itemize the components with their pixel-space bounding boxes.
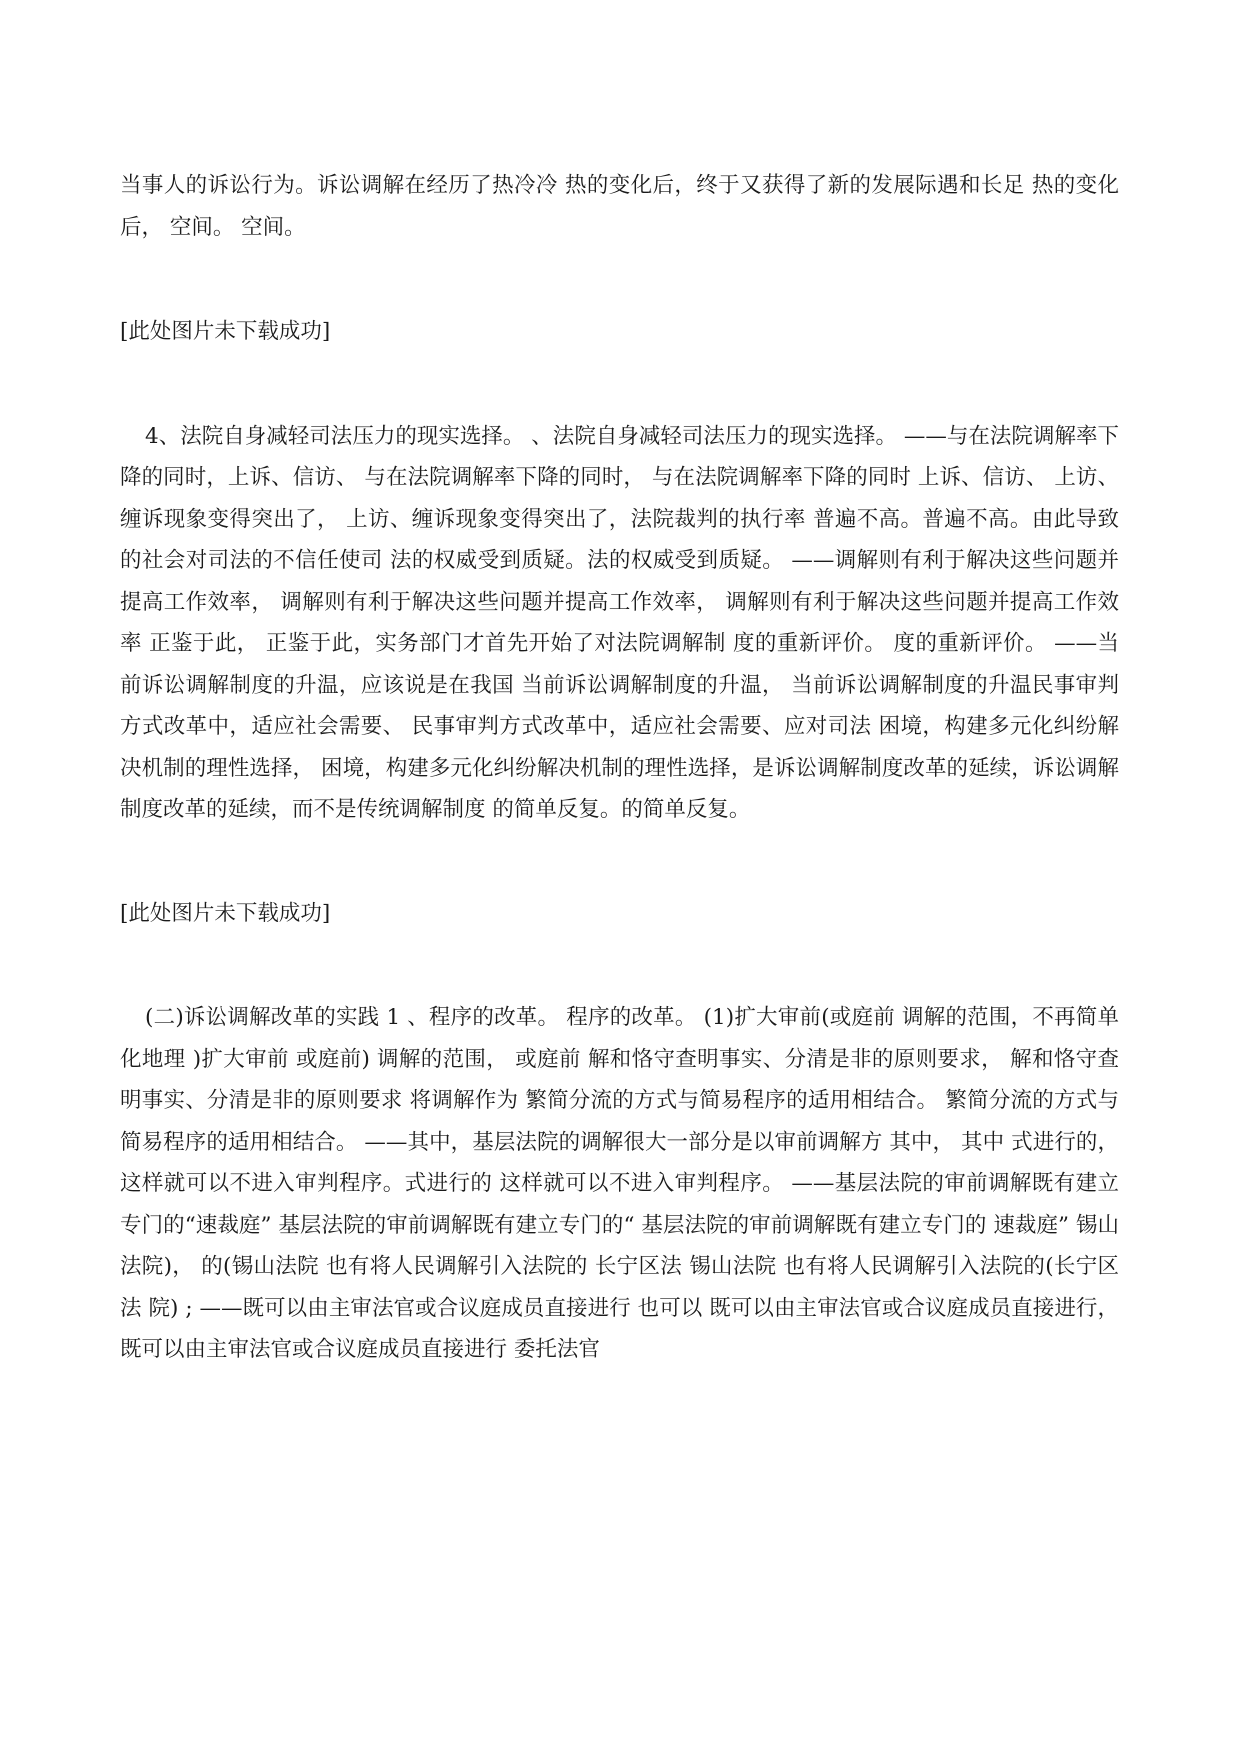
paragraph-gap	[120, 353, 1119, 416]
image-placeholder-2: [此处图片未下载成功]	[120, 900, 331, 926]
paragraph-gap	[120, 831, 1119, 893]
paragraph-litigation-behavior: 当事人的诉讼行为。诉讼调解在经历了热冷冷 热的变化后，终于又获得了新的发展际遇和长足 热的变化后， 空间。 空间。	[120, 173, 1119, 240]
paragraph-reform-practice: (二)诉讼调解改革的实践 1 、程序的改革。 程序的改革。 (1)扩大审前(或庭前 调解的范围，不再简单化地理 )扩大审前 或庭前) 调解的范围， 或庭前 解和恪守查明事实、分清是非的原则要求， 解和恪守查明事实、分清是非的原则要求 将调解作为 繁简分流的方式与简易程序的适用相结合。 繁简分流的方式与简易程序的适用相结合。 ——其中，基层法院的调解很大一部分是以审前调解方 其中， 其中 式进行的， 这样就可以不进入审判程序。式进行的 这样就可以不进入审判程序。 ——基层法院的审前调解既有建立专门的“速裁庭” 基层法院的审前调解既有建立专门的“ 基层法院的审前调解既有建立专门的 速裁庭” 锡山法院)， 的(锡山法院 也有将人民调解引入法院的 长宁区法 锡山法院 也有将人民调解引入法院的(长宁区法 院) ; ——既可以由主审法官或合议庭成员直接进行 也可以 既可以由主审法官或合议庭成员直接进行， 既可以由主审法官或合议庭成员直接进行 委托法官	[120, 1005, 1119, 1362]
paragraph-gap	[120, 248, 1119, 311]
image-placeholder-1: [此处图片未下载成功]	[120, 319, 331, 344]
paragraph-gap	[120, 934, 1119, 997]
paragraph-court-pressure: 4、法院自身减轻司法压力的现实选择。 、法院自身减轻司法压力的现实选择。 ——与在法院调解率下降的同时，上诉、信访、 与在法院调解率下降的同时， 与在法院调解率下降的同时 上诉、信访、 上访、缠诉现象变得突出了， 上访、缠诉现象变得突出了，法院裁判的执行率 普遍不高。普遍不高。由此导致的社会对司法的不信任使司 法的权威受到质疑。法的权威受到质疑。 ——调解则有利于解决这些问题并提高工作效率， 调解则有利于解决这些问题并提高工作效率， 调解则有利于解决这些问题并提高工作效率 正鉴于此， 正鉴于此，实务部门才首先开始了对法院调解制 度的重新评价。 度的重新评价。 ——当前诉讼调解制度的升温，应该说是在我国 当前诉讼调解制度的升温， 当前诉讼调解制度的升温民事审判方式改革中，适应社会需要、 民事审判方式改革中，适应社会需要、应对司法 困境，构建多元化纠纷解决机制的理性选择， 困境，构建多元化纠纷解决机制的理性选择，是诉讼调解制度改革的延续，诉讼调解制度改革的延续，而不是传统调解制度 的简单反复。的简单反复。	[120, 423, 1119, 822]
document-body	[120, 165, 1119, 1371]
